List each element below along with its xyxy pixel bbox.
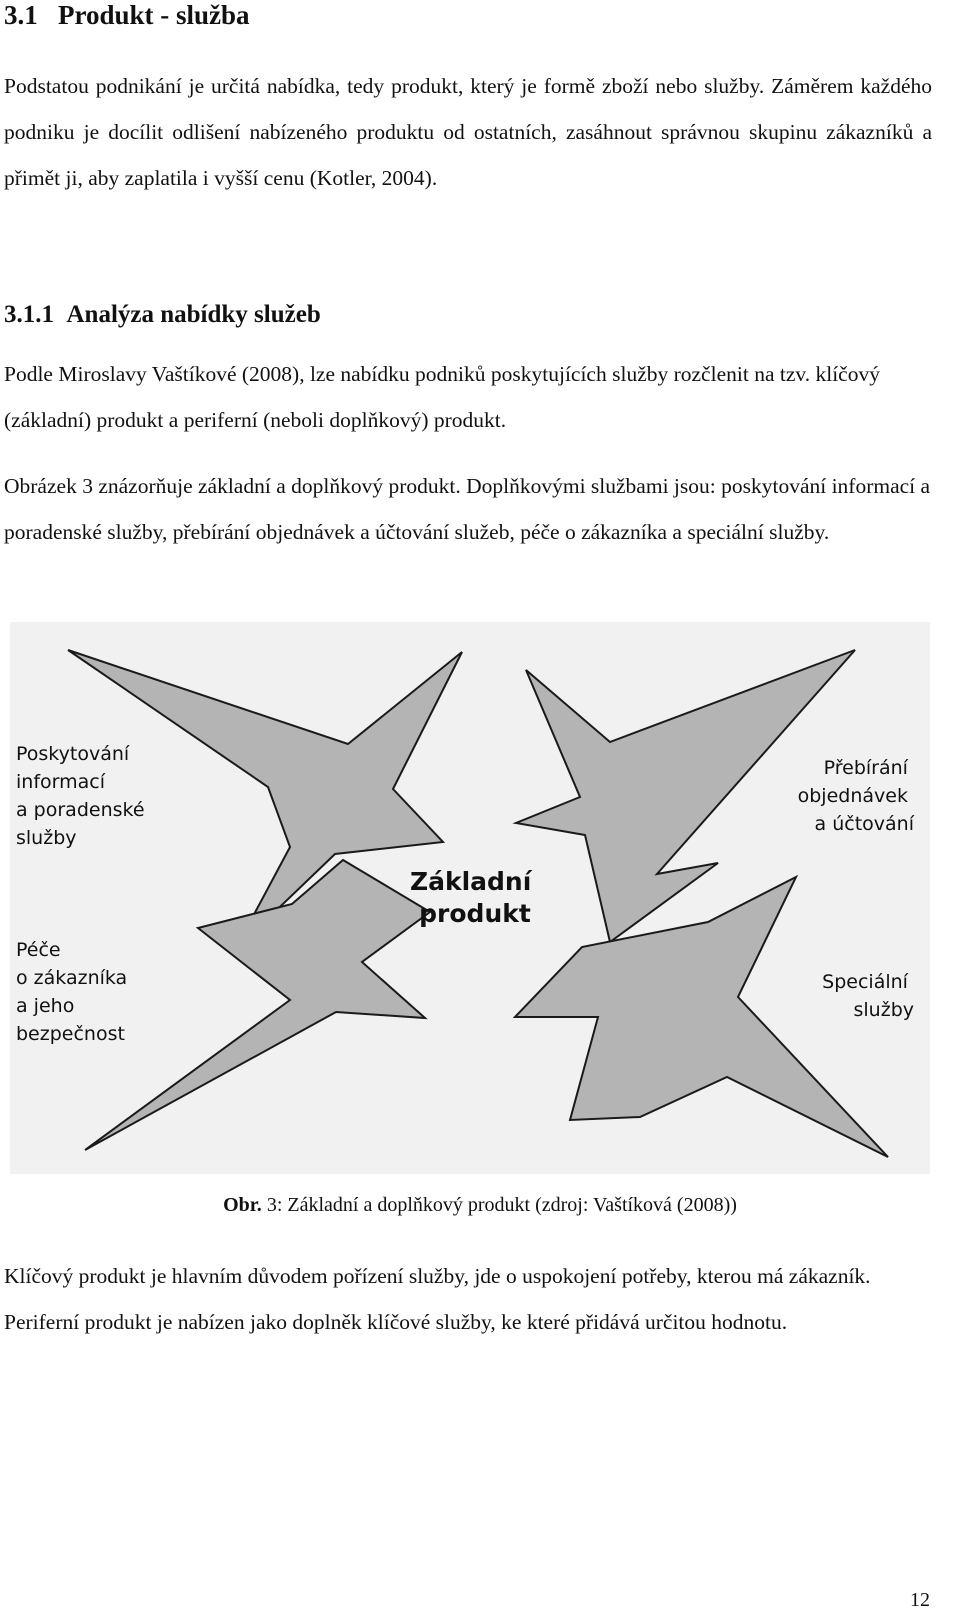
label-top-right-line1: Přebírání <box>823 757 908 779</box>
label-top-left-line2: informací <box>16 771 105 793</box>
paragraph-intro: Podstatou podnikání je určitá nabídka, tedy produkt, který je formě zboží nebo služby. Záměrem každého podniku je docílit odlišení nabízeného produktu od ostatních, zasáhnout správnou skupinu zákazníků a přimět ji, aby zaplatila i vyšší cenu (Kotler, 2004). <box>4 74 932 190</box>
section-heading <box>4 0 250 30</box>
label-bottom-left-line1: Péče <box>16 939 61 961</box>
label-top-left-line4: služby <box>16 827 77 849</box>
center-label-line2: produkt <box>419 899 531 928</box>
label-bottom-right-line2: služby <box>853 999 914 1021</box>
section-number: 3.1 <box>4 0 38 30</box>
caption-prefix: Obr. <box>223 1194 262 1216</box>
paragraph-core-product: Klíčový produkt je hlavním důvodem pořízení služby, jde o uspokojení potřeby, kterou má zákazník. Periferní produkt je nabízen jako doplněk klíčové služby, ke které přidává určitou hodnotu. <box>4 1264 871 1334</box>
section-title: Produkt - služba <box>58 0 250 30</box>
label-top-right-line3: a účtování <box>814 813 914 835</box>
center-label-line1: Základní <box>409 867 532 896</box>
product-figure <box>10 622 930 1174</box>
figure-caption <box>0 1192 960 1218</box>
label-bottom-left-line4: bezpečnost <box>16 1023 125 1045</box>
label-top-left-line3: a poradenské <box>16 799 145 821</box>
subsection-number: 3.1.1 <box>4 301 54 328</box>
paragraph-figure-intro: Obrázek 3 znázorňuje základní a doplňkový produkt. Doplňkovými službami jsou: poskytování informací a poradenské služby, přebírání objednávek a účtování služeb, péče o zákazníka a speciální služby. <box>4 474 931 544</box>
subsection-title: Analýza nabídky služeb <box>66 301 321 328</box>
paragraph-analysis: Podle Miroslavy Vaštíkové (2008), lze nabídku podniků poskytujících služby rozčlenit na tzv. klíčový (základní) produkt a periferní (neboli doplňkový) produkt. <box>4 362 880 432</box>
label-bottom-left-line2: o zákazníka <box>16 967 128 989</box>
label-bottom-right-line1: Speciální <box>822 971 908 993</box>
label-top-left-line1: Poskytování <box>16 743 130 765</box>
label-bottom-left-line3: a jeho <box>16 995 75 1017</box>
subsection-heading <box>4 300 321 330</box>
product-diagram <box>10 622 930 1174</box>
caption-text: 3: Základní a doplňkový produkt (zdroj: Vaštíková (2008)) <box>266 1194 737 1216</box>
page-number: 12 <box>910 1589 930 1611</box>
label-top-right-line2: objednávek <box>797 785 908 807</box>
